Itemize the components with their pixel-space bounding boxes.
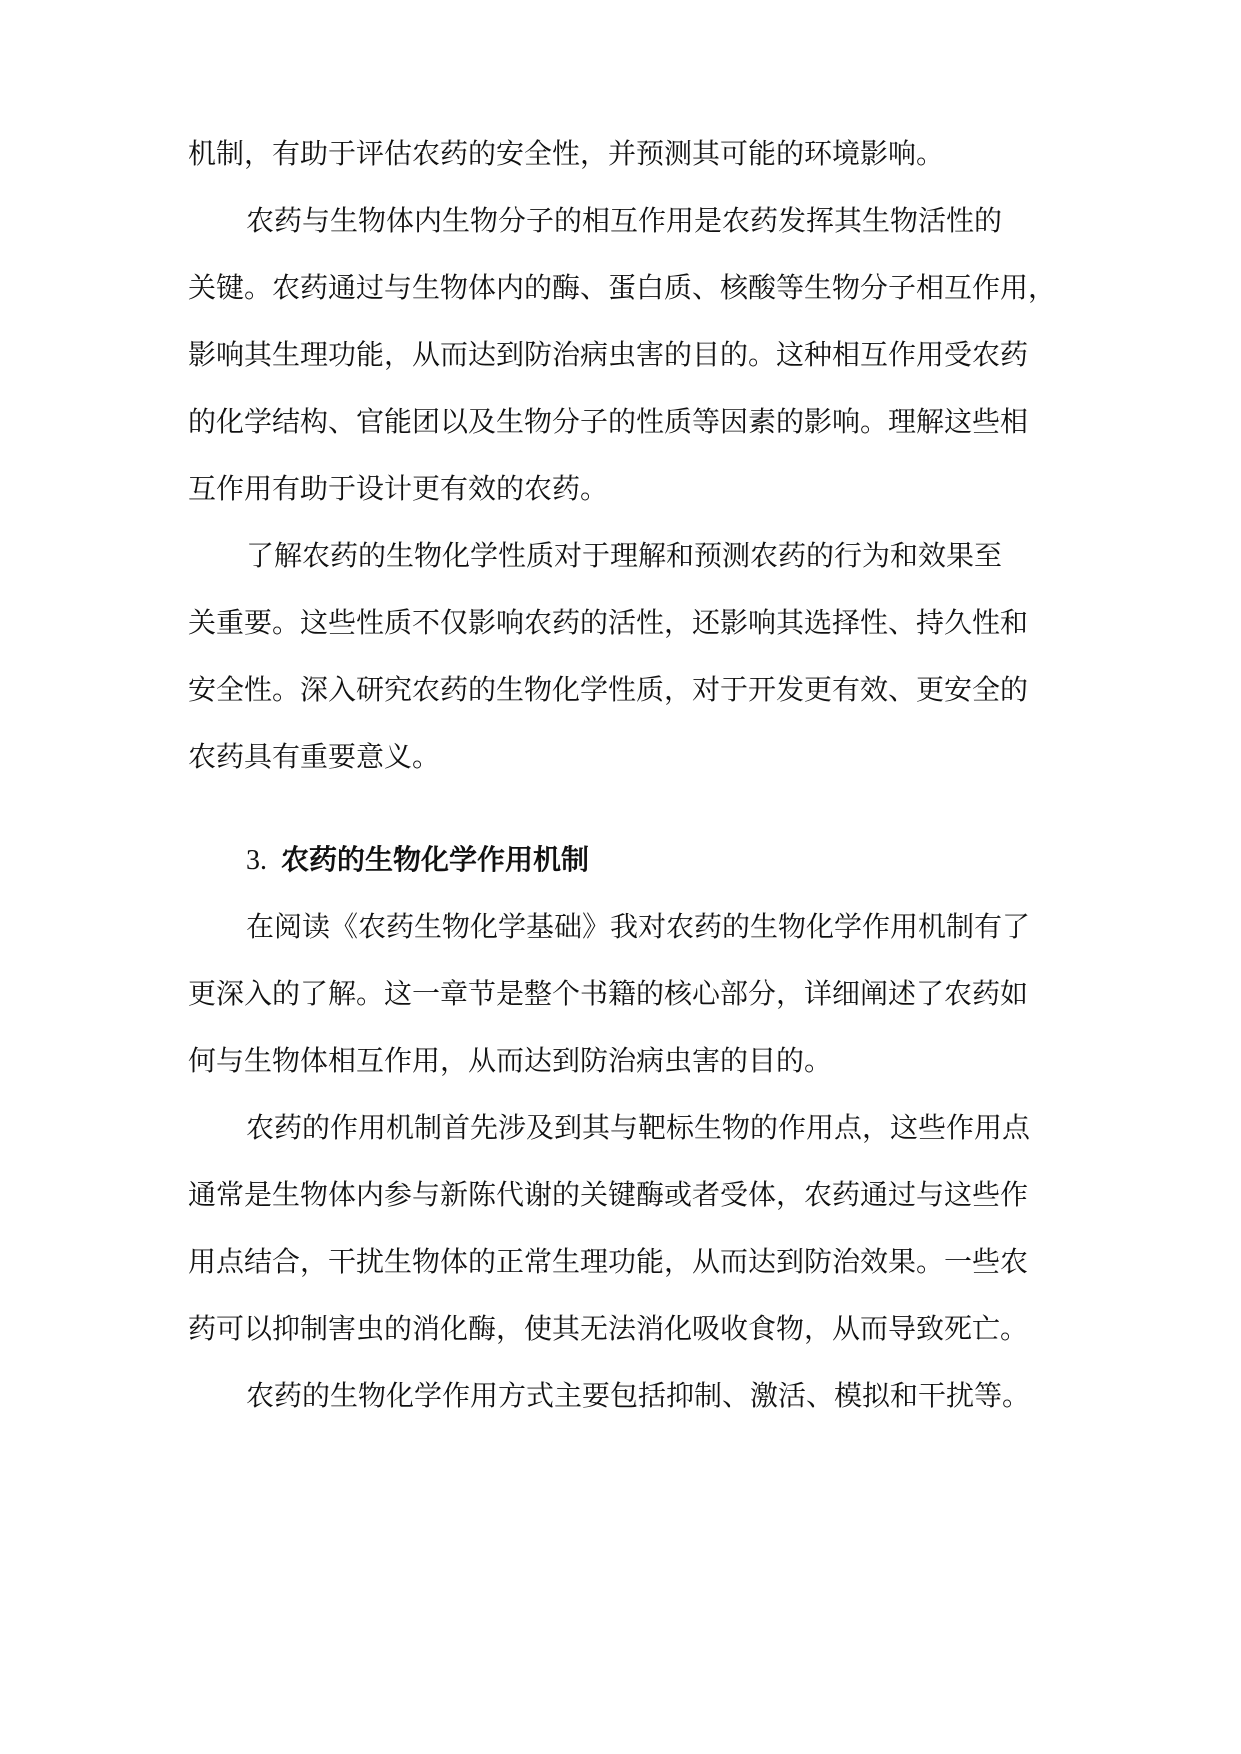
paragraph-line: 机制，有助于评估农药的安全性，并预测其可能的环境影响。	[188, 137, 945, 170]
paragraph-line: 通常是生物体内参与新陈代谢的关键酶或者受体，农药通过与这些作	[188, 1178, 1029, 1211]
paragraph-line: 农药与生物体内生物分子的相互作用是农药发挥其生物活性的	[246, 204, 1003, 237]
section-number: 3.	[246, 845, 267, 876]
paragraph-line: 互作用有助于设计更有效的农药。	[188, 472, 609, 505]
paragraph-line: 影响其生理功能，从而达到防治病虫害的目的。这种相互作用受农药	[188, 338, 1029, 371]
paragraph-line: 农药具有重要意义。	[188, 740, 441, 773]
section-title: 农药的生物化学作用机制	[281, 843, 590, 876]
paragraph-line: 更深入的了解。这一章节是整个书籍的核心部分，详细阐述了农药如	[188, 977, 1029, 1010]
paragraph-line: 了解农药的生物化学性质对于理解和预测农药的行为和效果至	[246, 539, 1003, 572]
paragraph-line: 药可以抑制害虫的消化酶，使其无法消化吸收食物，从而导致死亡。	[188, 1312, 1029, 1345]
section-heading	[246, 840, 1126, 881]
paragraph-line: 关键。农药通过与生物体内的酶、蛋白质、核酸等生物分子相互作用，	[188, 271, 1057, 304]
paragraph-line: 的化学结构、官能团以及生物分子的性质等因素的影响。理解这些相	[188, 405, 1029, 438]
paragraph-line: 用点结合，干扰生物体的正常生理功能，从而达到防治效果。一些农	[188, 1245, 1029, 1278]
paragraph-line: 农药的作用机制首先涉及到其与靶标生物的作用点，这些作用点	[246, 1111, 1031, 1144]
paragraph-line: 关重要。这些性质不仅影响农药的活性，还影响其选择性、持久性和	[188, 606, 1029, 639]
paragraph-line: 在阅读《农药生物化学基础》我对农药的生物化学作用机制有了	[246, 910, 1031, 943]
paragraph-line: 何与生物体相互作用，从而达到防治病虫害的目的。	[188, 1044, 833, 1077]
paragraph-line: 安全性。深入研究农药的生物化学性质，对于开发更有效、更安全的	[188, 673, 1029, 706]
paragraph-line: 农药的生物化学作用方式主要包括抑制、激活、模拟和干扰等。	[246, 1379, 1031, 1412]
